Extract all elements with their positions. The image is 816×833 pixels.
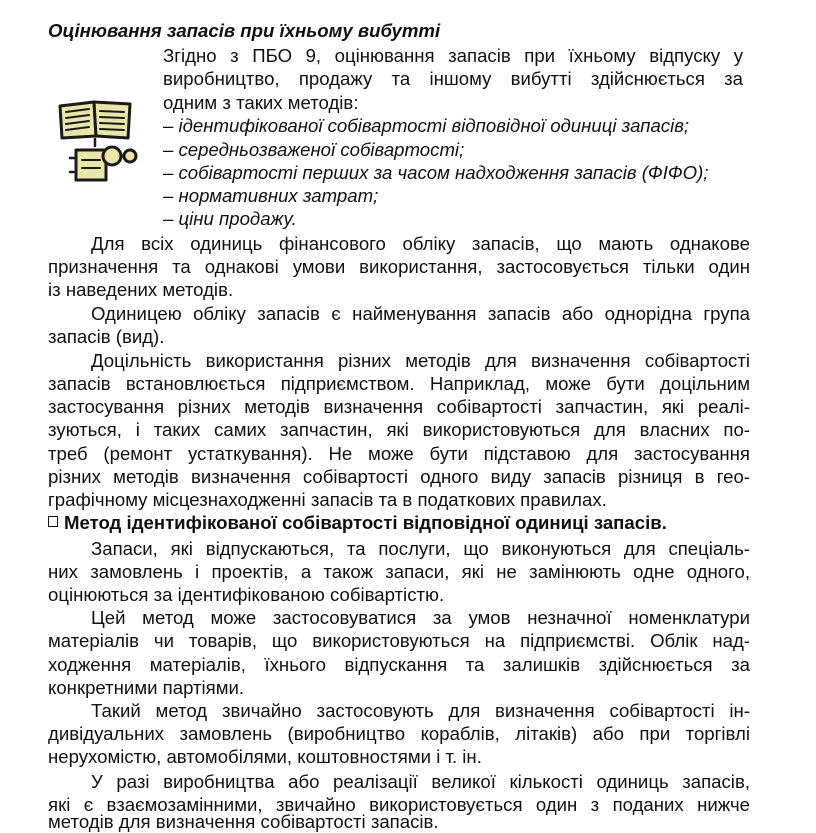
subheading-text: Метод ідентифікованої собівартості відповідної одиниці запасів.: [64, 512, 667, 533]
paragraph-line: треб (ремонт устаткування). Не може бути підставою для застосування: [48, 443, 750, 464]
paragraph-line: запасів (вид).: [48, 326, 165, 347]
paragraph-line: призначення та однакові умови використання, застосовується тільки один: [48, 256, 750, 277]
paragraph-line: них замовлень і проектів, а також запаси, які не замінюють одне одного,: [48, 561, 750, 582]
paragraph-line: У разі виробництва або реалізації великої кількості одиниць запасів,: [91, 771, 750, 792]
method-item: – нормативних затрат;: [163, 185, 379, 206]
paragraph-line: різних методів визначення собівартості одного виду запасів різниця в гео-: [48, 466, 750, 487]
paragraph-line: дивідуальних замовлень (виробництво кораблів, літаків) або при торгівлі: [48, 723, 750, 744]
paragraph-line: які є взаємозамінними, звичайно використовується один з поданих нижче: [48, 794, 750, 815]
paragraph-line: запасів встановлюється підприємством. Наприклад, може бути доцільним: [48, 373, 750, 394]
method-item: – ціни продажу.: [163, 208, 297, 229]
paragraph-line: графічному місцезнаходженні запасів та в податкових правилах.: [48, 489, 607, 510]
section-title: Оцінювання запасів при їхньому вибутті: [48, 20, 441, 41]
intro-line-1: Згідно з ПБО 9, оцінювання запасів при їхньому відпуску у: [163, 45, 743, 66]
paragraph-line: оцінюються за ідентифікованою собівартістю.: [48, 584, 445, 605]
method-item: – ідентифікованої собівартості відповідної одиниці запасів;: [163, 115, 690, 136]
method-item: – собівартості перших за часом надходження запасів (ФІФО);: [163, 162, 709, 183]
intro-line-2: виробництво, продажу та іншому вибутті здійснюється за: [163, 68, 743, 89]
paragraph-line: нерухомістю, автомобілями, коштовностями і т. ін.: [48, 746, 482, 767]
square-bullet-icon: [48, 516, 58, 527]
subheading: [48, 512, 667, 534]
paragraph-line: конкретними партіями.: [48, 677, 245, 698]
intro-line-3: одним з таких методів:: [163, 92, 359, 113]
paragraph-line: Для всіх одиниць фінансового обліку запасів, що мають однакове: [91, 233, 750, 254]
paragraph-line: Такий метод звичайно застосовують для визначення собівартості ін-: [91, 700, 750, 721]
paragraph-line: Доцільність використання різних методів для визначення собівартості: [91, 350, 750, 371]
paragraph-line: методів для визначення собівартості запасів.: [48, 811, 439, 832]
paragraph-line: застосування різних методів визначення собівартості запчастин, які реалі-: [48, 396, 750, 417]
paragraph-line: Одиницею обліку запасів є найменування запасів або однорідна група: [91, 303, 750, 324]
method-item: – середньозваженої собівартості;: [163, 139, 465, 160]
book-reader-icon: [56, 96, 138, 186]
paragraph-line: із наведених методів.: [48, 279, 234, 300]
paragraph-line: ходження матеріалів, їхнього відпускання та залишків здійснюється за: [48, 654, 750, 675]
paragraph-line: Запаси, які відпускаються, та послуги, що виконуються для спеціаль-: [91, 538, 750, 559]
paragraph-line: Цей метод може застосовуватися за умов незначної номенклатури: [91, 607, 750, 628]
paragraph-line: матеріалів чи товарів, що використовуються на підприємстві. Облік над-: [48, 630, 750, 651]
paragraph-line: зуються, і таких самих запчастин, які використовуються для власних по-: [48, 419, 750, 440]
